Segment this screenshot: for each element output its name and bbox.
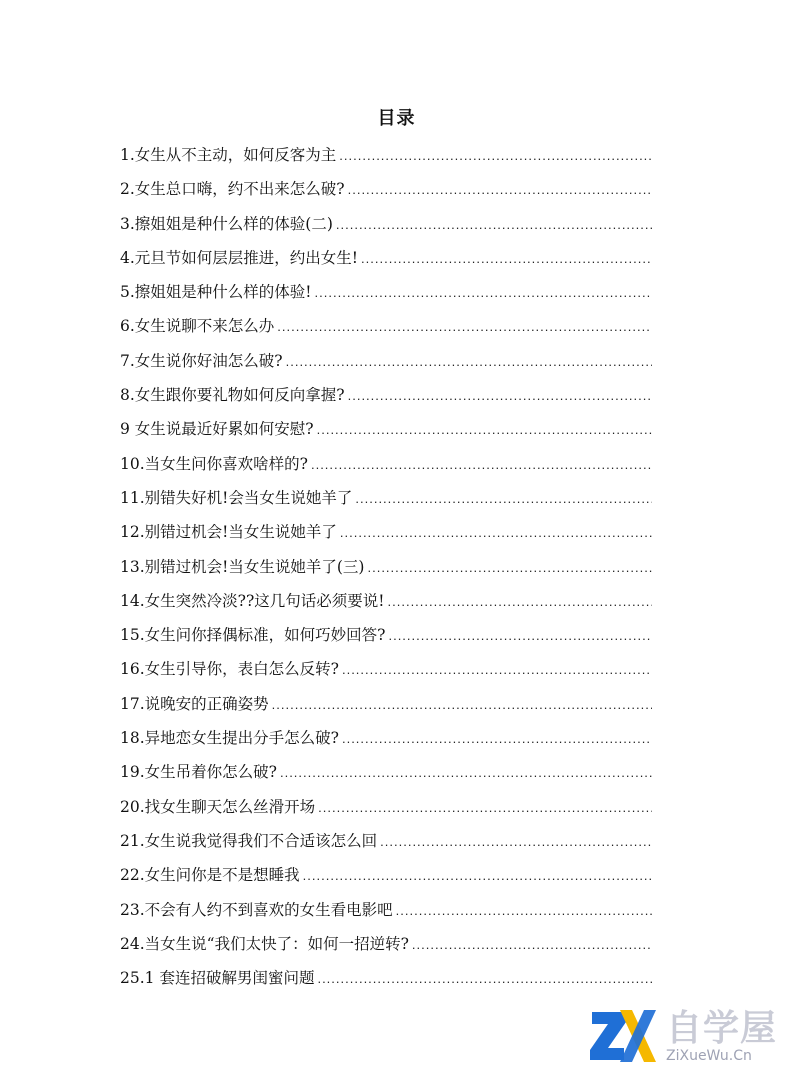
watermark-site-name: 自学屋 [666,1008,778,1049]
toc-entry[interactable] [120,311,652,345]
toc-entry[interactable] [120,380,652,414]
toc-entry-text: 19.女生吊着你怎么破? [120,763,277,782]
toc-entry-text: 5.擦姐姐是种什么样的体验! [120,283,312,302]
toc-leader-dots [348,381,652,411]
toc-entry[interactable] [120,243,652,277]
toc-entry[interactable] [120,209,652,243]
toc-leader-dots [311,450,652,480]
toc-entry[interactable] [120,414,652,448]
toc-entry[interactable] [120,689,652,723]
toc-entry[interactable] [120,723,652,757]
toc-entry-text: 6.女生说聊不来怎么办 [120,317,275,336]
toc-list [120,140,652,997]
toc-leader-dots [355,484,652,514]
toc-leader-dots [367,553,652,583]
toc-leader-dots [336,210,652,240]
toc-leader-dots [303,861,652,891]
toc-entry[interactable] [120,792,652,826]
watermark [586,998,791,1072]
toc-entry[interactable] [120,860,652,894]
toc-entry-text: 13.别错过机会!当女生说她羊了(三) [120,557,365,576]
toc-title: 目录 [377,108,416,129]
toc-entry[interactable] [120,757,652,791]
toc-entry-text: 22.女生问你是不是想睡我 [120,866,300,885]
toc-leader-dots [342,655,652,685]
toc-leader-dots [412,930,652,960]
toc-entry[interactable] [120,620,652,654]
toc-entry[interactable] [120,963,652,997]
toc-entry-text: 2.女生总口嗨，约不出来怎么破? [120,180,345,199]
toc-entry-text: 14.女生突然冷淡??这几句话必须要说! [120,591,385,610]
toc-leader-dots [272,690,652,720]
toc-entry[interactable] [120,929,652,963]
toc-entry[interactable] [120,346,652,380]
toc-entry[interactable] [120,826,652,860]
toc-entry-text: 21.女生说我觉得我们不合适该怎么回 [120,831,378,850]
toc-entry[interactable] [120,895,652,929]
toc-entry-text: 3.擦姐姐是种什么样的体验(二) [120,214,333,233]
toc-entry-text: 4.元旦节如何层层推进，约出女生! [120,248,359,267]
toc-leader-dots [339,141,652,171]
toc-leader-dots [348,175,652,205]
toc-entry-text: 8.女生跟你要礼物如何反向拿握? [120,386,345,405]
toc-leader-dots [388,587,652,617]
toc-leader-dots [388,621,652,651]
zx-logo-icon [586,1004,658,1068]
toc-leader-dots [280,758,652,788]
toc-entry-text: 7.女生说你好油怎么破? [120,351,283,370]
toc-leader-dots [277,312,652,342]
toc-entry-text: 12.别错过机会!当女生说她羊了 [120,523,337,542]
toc-leader-dots [317,415,652,445]
toc-entry[interactable] [120,517,652,551]
toc-leader-dots [361,244,652,274]
toc-entry-text: 24.当女生说“我们太快了：如何一招逆转? [120,934,409,953]
toc-entry[interactable] [120,174,652,208]
toc-entry[interactable] [120,449,652,483]
toc-entry[interactable] [120,654,652,688]
toc-entry[interactable] [120,552,652,586]
toc-entry-text: 25.1 套连招破解男闺蜜问题 [120,969,315,988]
toc-leader-dots [318,793,652,823]
toc-entry[interactable] [120,586,652,620]
toc-entry-text: 1.女生从不主动，如何反客为主 [120,146,337,164]
toc-entry-text: 16.女生引导你，表白怎么反转? [120,660,339,679]
toc-entry-text: 10.当女生问你喜欢啥样的? [120,454,308,473]
toc-entry-text: 18.异地恋女生提出分手怎么破? [120,729,339,748]
toc-leader-dots [380,827,652,857]
toc-leader-dots [317,964,652,994]
toc-leader-dots [315,278,652,308]
watermark-url: ZiXueWu.Cn [666,1048,752,1064]
toc-entry[interactable] [120,277,652,311]
toc-entry[interactable] [120,483,652,517]
toc-leader-dots [396,896,652,926]
toc-leader-dots [342,724,652,754]
toc-entry-text: 17.说晚安的正确姿势 [120,694,269,713]
toc-leader-dots [286,347,652,377]
toc-leader-dots [340,518,652,548]
toc-entry-text: 9 女生说最近好累如何安慰? [120,420,314,439]
toc-entry-text: 23.不会有人约不到喜欢的女生看电影吧 [120,900,393,919]
toc-entry[interactable] [120,140,652,174]
toc-entry-text: 11.别错失好机!会当女生说她羊了 [120,488,353,507]
toc-entry-text: 15.女生问你择偶标准，如何巧妙回答? [120,626,386,645]
toc-entry-text: 20.找女生聊天怎么丝滑开场 [120,797,316,816]
